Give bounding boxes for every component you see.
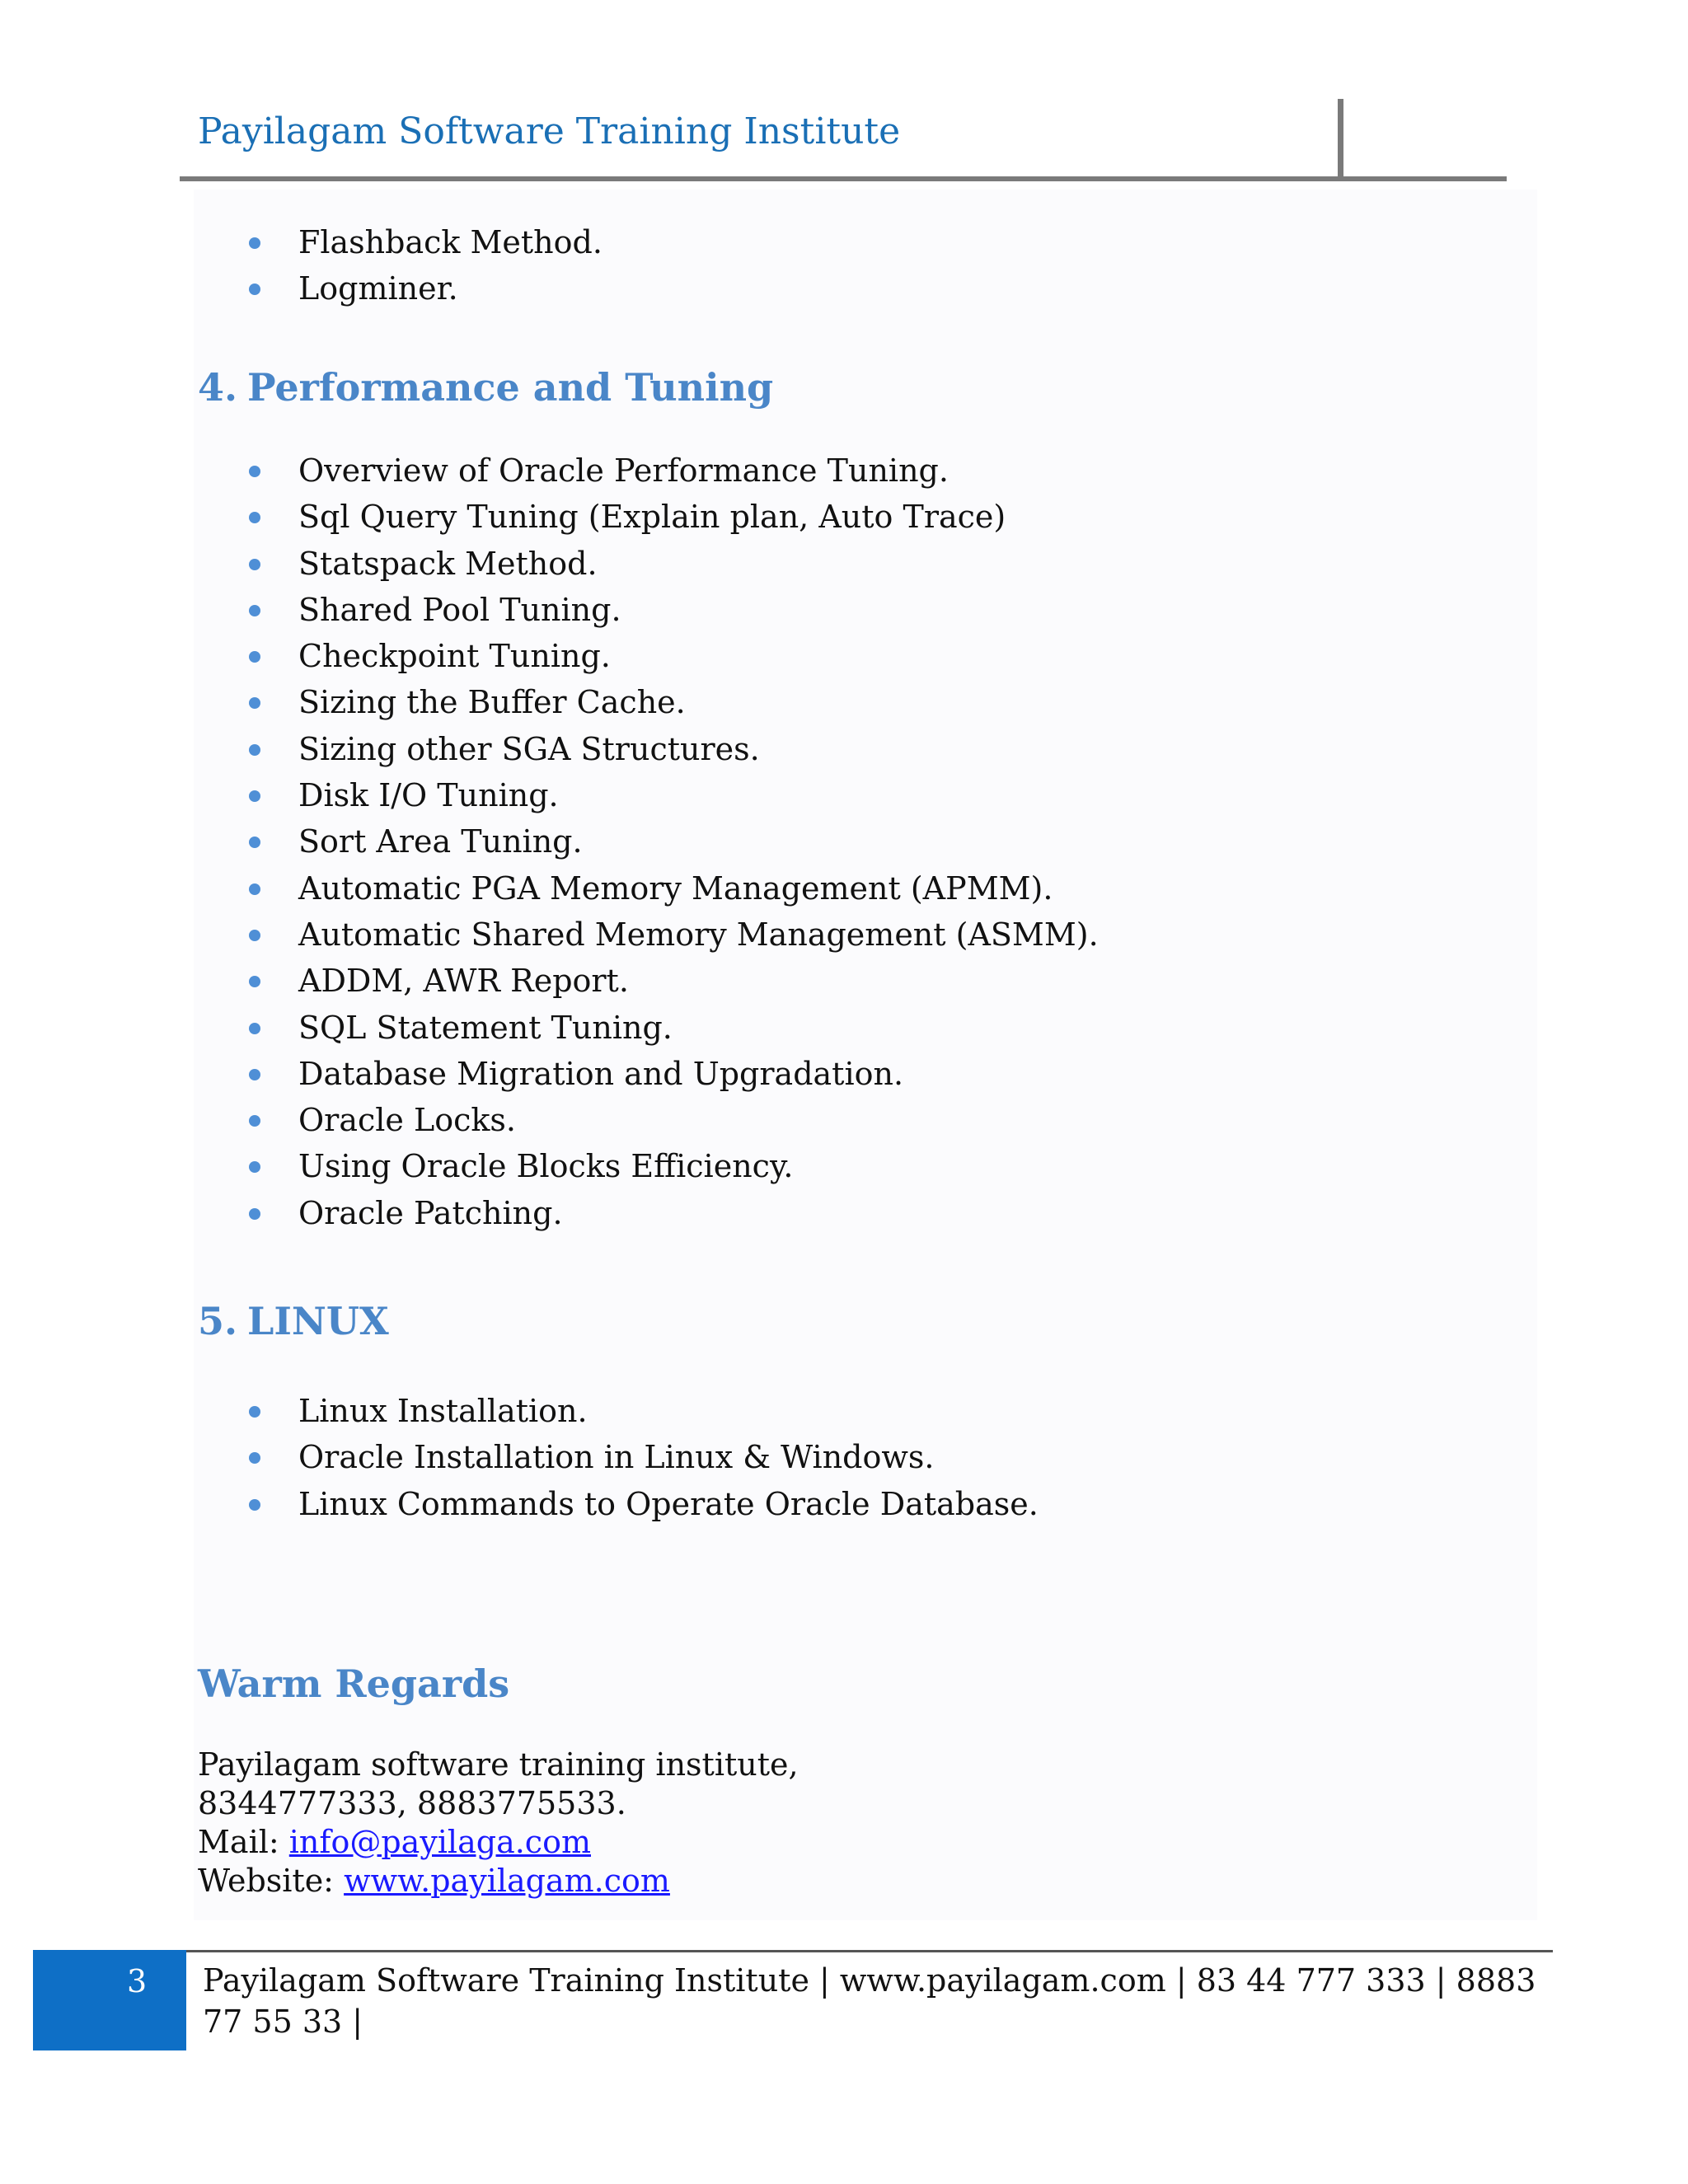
bullet-icon [249,1115,260,1127]
list-item: Flashback Method. [0,219,603,265]
bullet-icon [249,512,260,523]
bullet-icon [249,1208,260,1220]
footer-text: Payilagam Software Training Institute | www.payilagam.com | 83 44 777 333 | 8883 77 55 33 | [203,1962,1536,2040]
bullet-icon [249,1452,260,1464]
institute-line: Payilagam software training institute, [198,1746,799,1783]
website-line [198,1862,799,1900]
list-item: Automatic Shared Memory Management (ASMM). [0,912,1099,958]
bullet-icon [249,605,260,616]
performance-list [0,448,1099,1236]
bullet-icon [249,284,260,295]
bullet-icon [249,883,260,895]
phones-line: 8344777333, 8883775533. [198,1785,626,1821]
bullet-icon [249,1069,260,1080]
regards-heading: Warm Regards [198,1661,510,1706]
contact-block [198,1746,799,1900]
bullet-icon [249,1023,260,1034]
list-item: Oracle Installation in Linux & Windows. [0,1434,1039,1480]
bullet-icon [249,1499,260,1511]
list-item: Linux Commands to Operate Oracle Database. [0,1481,1039,1527]
list-item: Database Migration and Upgradation. [0,1051,1099,1097]
list-item: Sql Query Tuning (Explain plan, Auto Trace) [0,494,1099,540]
bullet-icon [249,466,260,477]
bullet-icon [249,1161,260,1173]
bullet-icon [249,559,260,570]
bullet-icon [249,1406,260,1418]
bullet-icon [249,837,260,848]
bullet-icon [249,930,260,941]
website-link[interactable]: www.payilagam.com [344,1863,670,1899]
list-item: Shared Pool Tuning. [0,587,1099,633]
bullet-icon [249,697,260,709]
list-item: Oracle Patching. [0,1190,1099,1236]
list-item: SQL Statement Tuning. [0,1005,1099,1051]
list-item: Oracle Locks. [0,1097,1099,1143]
section-heading-performance: 4. Performance and Tuning [198,365,774,410]
list-item: ADDM, AWR Report. [0,958,1099,1004]
list-item: Overview of Oracle Performance Tuning. [0,448,1099,494]
header-title: Payilagam Software Training Institute [198,110,901,152]
mail-link[interactable]: info@payilaga.com [288,1824,591,1860]
header-rule [180,176,1507,181]
footer-rule [186,1950,1553,1952]
header-vertical-divider [1338,99,1343,180]
list-item: Logminer. [0,265,603,312]
bullet-icon [249,790,260,802]
list-item: Using Oracle Blocks Efficiency. [0,1143,1099,1189]
footer-page-block [33,1950,186,2050]
page-number: 3 [127,1963,148,1999]
website-label: Website: [198,1863,345,1899]
mail-line [198,1823,799,1862]
linux-list [0,1388,1039,1527]
list-item: Statspack Method. [0,541,1099,587]
list-item: Disk I/O Tuning. [0,772,1099,818]
list-item: Sort Area Tuning. [0,818,1099,865]
list-item: Sizing the Buffer Cache. [0,679,1099,725]
mail-label: Mail: [198,1824,289,1860]
continued-list [0,219,603,312]
bullet-icon [249,744,260,756]
list-item: Automatic PGA Memory Management (APMM). [0,865,1099,912]
list-item: Linux Installation. [0,1388,1039,1434]
list-item: Sizing other SGA Structures. [0,726,1099,772]
bullet-icon [249,651,260,663]
bullet-icon [249,237,260,249]
list-item: Checkpoint Tuning. [0,633,1099,679]
bullet-icon [249,976,260,987]
section-heading-linux: 5. LINUX [198,1299,389,1343]
